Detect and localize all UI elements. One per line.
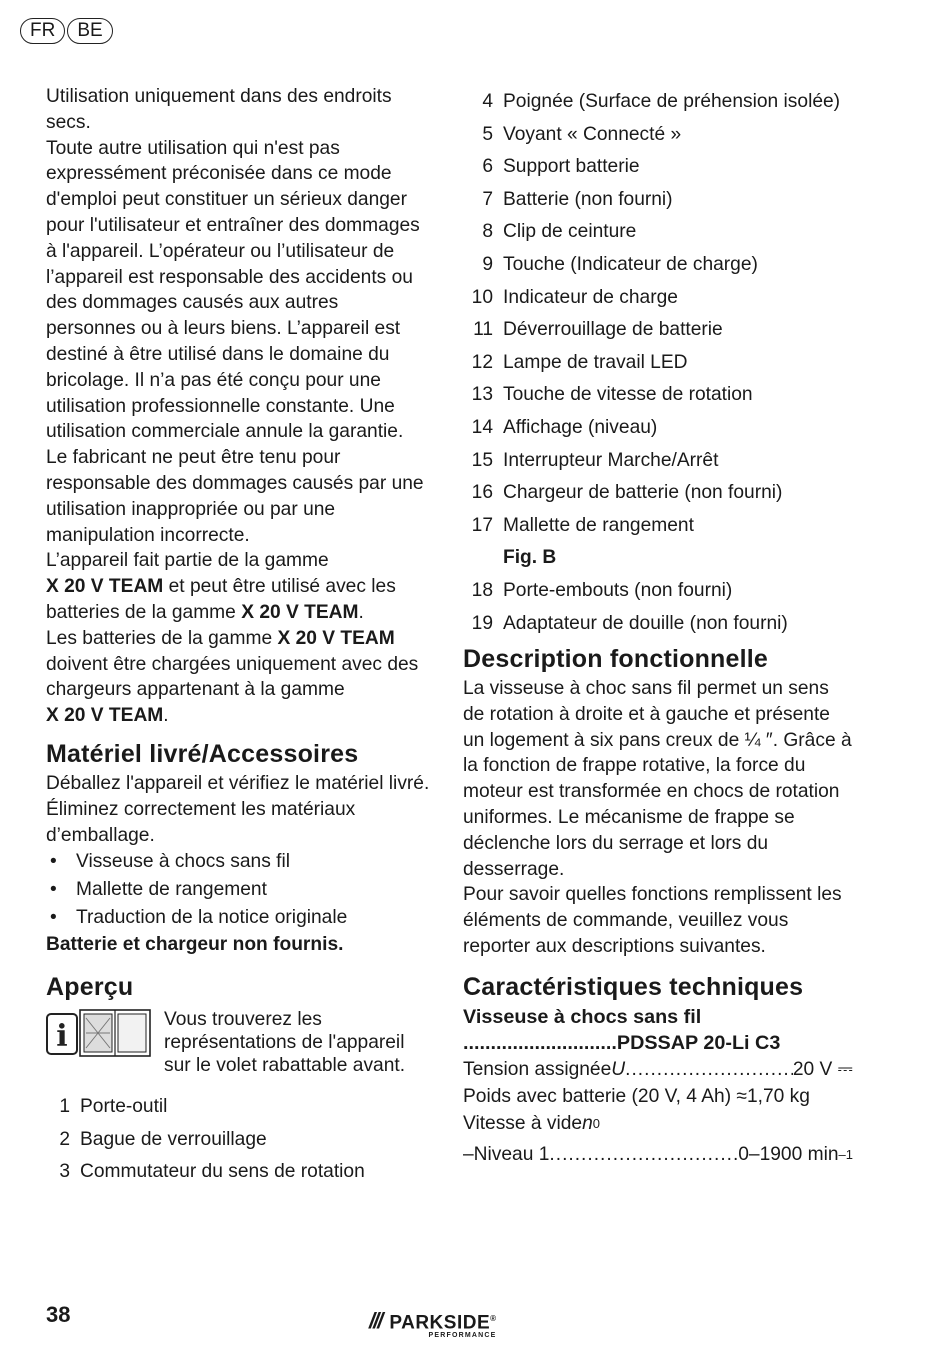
spec-tension: Tension assignée U ..... 20 V ⎓ — [463, 1056, 853, 1083]
heading-apercu: Aperçu — [46, 973, 134, 1002]
list-item: 18 Porte-embouts (non fourni) — [471, 579, 733, 601]
list-item: 17 Mallette de rangement — [471, 514, 694, 536]
info-note — [46, 1008, 431, 1077]
delivery-list — [46, 848, 431, 932]
battery-note: Batterie et chargeur non fournis. — [46, 934, 344, 956]
list-item: 14 Affichage (niveau) — [471, 416, 658, 438]
parts-list-left — [46, 1095, 431, 1184]
language-badges — [20, 18, 113, 44]
list-item: 4 Poignée (Surface de préhension isolée) — [482, 91, 841, 112]
product-model: ............................PDSSAP 20-Li C3 — [463, 1031, 781, 1054]
list-item: 13 Touche de vitesse de rotation — [471, 384, 753, 406]
list-item: 3 Commutateur du sens de rotation — [59, 1161, 365, 1183]
paragraph-other-use: Toute autre utilisation qui n'est pas expressément préconisée dans ce mode d'emploi peut constituer un sérieux danger pour l'utilisateur et entraîner des dommages à l'appareil. L’opérateur ou l’utilisateur de l’appareil est responsable des accidents ou des dommages causés aux autres personnes ou à leurs biens. L’appareil est destiné à être utilisé dans le domaine du bricolage. Il n’a pas été conçu pour une utilisation professionnelle constante. Une utilisation commerciale annule la garantie. — [46, 137, 420, 443]
list-item: 16 Chargeur de batterie (non fourni) — [471, 482, 783, 504]
svg-text:i: i — [56, 1019, 68, 1055]
list-item: 19 Adaptateur de douille (non fourni) — [471, 612, 788, 634]
list-item: 6 Support batterie — [482, 156, 640, 178]
right-column — [463, 90, 853, 1168]
brand-subtitle: PERFORMANCE — [428, 1332, 497, 1340]
list-item: 5 Voyant « Connecté » — [482, 123, 682, 145]
lang-badge-fr: FR — [20, 18, 65, 44]
list-item: 7 Batterie (non fourni) — [482, 188, 673, 210]
paragraph-liability: Le fabricant ne peut être tenu pour responsable des dommages causés par une utilisation inappropriée ou par une manipulation incorrecte. — [46, 447, 424, 546]
list-item: • Visseuse à chocs sans fil — [50, 851, 291, 873]
fig-b-label: Fig. B — [503, 547, 557, 569]
list-item: 9 Touche (Indicateur de charge) — [482, 253, 758, 275]
team-name: X 20 V TEAM — [46, 705, 164, 727]
spec-weight: Poids avec batterie (20 V, 4 Ah) ≈1,70 kg — [463, 1085, 810, 1107]
spec-level-1: –Niveau 1 ..... 0–1900 min –1 — [463, 1141, 853, 1168]
team-name: X 20 V TEAM — [241, 601, 359, 623]
list-item: 2 Bague de verrouillage — [59, 1128, 267, 1150]
brand-wordmark: PARKSIDE® PERFORMANCE — [389, 1312, 497, 1340]
paragraph-unpack: Déballez l'appareil et vérifiez le matériel livré. — [46, 772, 430, 794]
heading-description: Description fonctionnelle — [463, 645, 769, 674]
page-number: 38 — [46, 1302, 71, 1327]
lang-badge-be: BE — [67, 18, 112, 44]
list-item: 12 Lampe de travail LED — [471, 351, 688, 373]
heading-tech-specs: Caractéristiques techniques — [463, 972, 804, 1001]
brand-slashes: /// — [369, 1308, 382, 1333]
team-name: X 20 V TEAM — [277, 627, 395, 649]
list-item: 10 Indicateur de charge — [471, 286, 678, 308]
paragraph-team-range: L’appareil fait partie de la gamme X 20 V TEAM et peut être utilisé avec les batteries de la gamme X 20 V TEAM. Les batteries de la gamme X 20 V TEAM doivent être chargées uniquement avec des chargeurs appartenant à la gamme X 20 V TEAM. — [46, 550, 419, 727]
spec-speed: Vitesse à vide n 0 — [463, 1112, 601, 1134]
list-item: 8 Clip de ceinture — [482, 221, 637, 243]
list-item: • Mallette de rangement — [50, 879, 267, 901]
heading-materiel: Matériel livré/Accessoires — [46, 739, 359, 768]
list-item: 11 Déverrouillage de batterie — [473, 319, 723, 341]
paragraph-description: La visseuse à choc sans fil permet un sens de rotation à droite et à gauche et présente un logement à six pans creux de ¼ ″. Grâce à la fonction de frappe rotative, la force du moteur est transformée en chocs de rotation uniformes. Le mécanisme de frappe se déclenche lors du serrage et lors du desserrage. — [463, 678, 852, 880]
brand-logo — [369, 1310, 497, 1339]
parts-list-right — [463, 90, 853, 636]
list-item: • Traduction de la notice originale — [50, 907, 348, 929]
paragraph-controls: Pour savoir quelles fonctions remplissent les éléments de commande, veuillez vous reporter aux descriptions suivantes. — [463, 884, 842, 958]
paragraph-dispose: Éliminez correctement les matériaux d’emballage. — [46, 798, 356, 846]
left-column — [46, 84, 431, 1193]
info-text: Vous trouverez les représentations de l'appareil sur le volet rabattable avant. — [164, 1009, 406, 1077]
product-name: Visseuse à chocs sans fil — [463, 1005, 702, 1028]
info-foldout-icon — [46, 1008, 154, 1060]
list-item: 1 Porte-outil — [59, 1096, 168, 1118]
list-item: 15 Interrupteur Marche/Arrêt — [471, 449, 719, 471]
team-name: X 20 V TEAM — [46, 576, 164, 598]
paragraph-dry-use: Utilisation uniquement dans des endroits secs. — [46, 86, 392, 133]
